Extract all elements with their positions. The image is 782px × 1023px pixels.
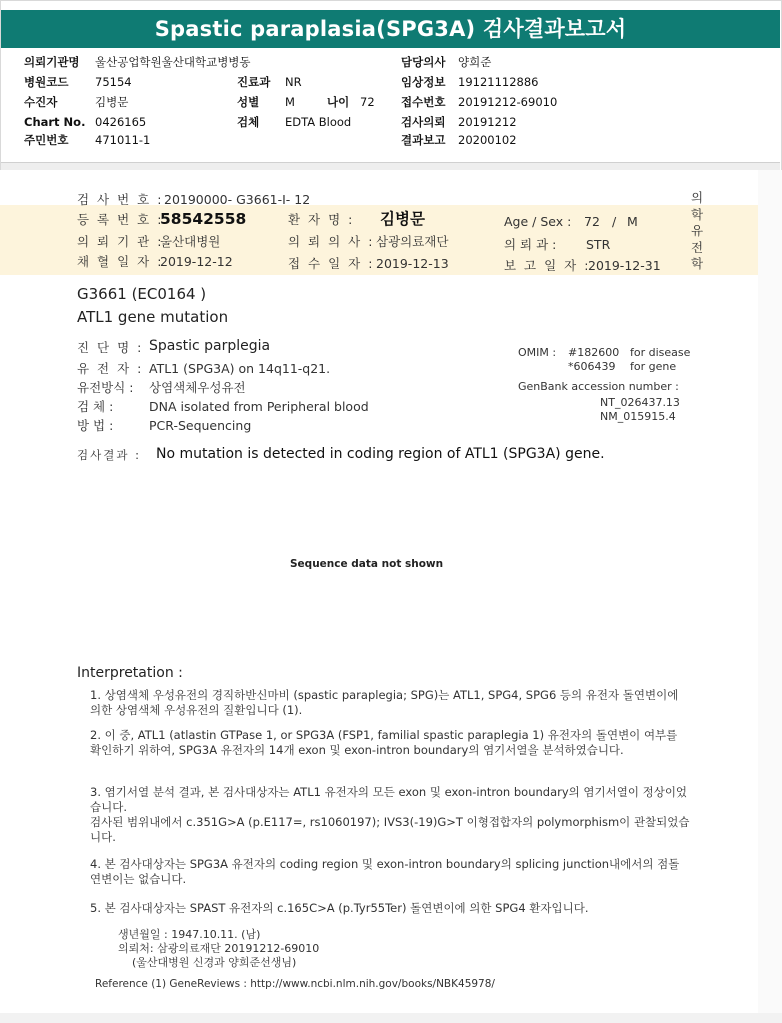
report-date-value-scan: 2019-12-31	[588, 258, 661, 273]
resident-value: 471011-1	[95, 133, 151, 147]
referral-value: STR	[586, 237, 611, 252]
patient-value: 김병문	[95, 95, 129, 109]
report-date-value: 20200102	[458, 133, 517, 147]
sequence-note: Sequence data not shown	[290, 558, 444, 570]
doctor-value: 양희준	[458, 55, 492, 69]
interpretation-item: 2. 이 중, ATL1 (atlastin GTPase 1, or SPG3A (FSP1, familial spastic paraplegia 1) 유전자의 돌연변이 여부를 확인하기 위하여, SPG3A 유전자의 14개 exon 및 exon-intron boundary의 염기서열을 분석하였습니다.	[90, 728, 678, 757]
method-label: 방 법 :	[77, 418, 114, 433]
omim-gene: for gene	[630, 360, 677, 373]
receive-label: 접 수 일 자 :	[288, 256, 375, 271]
vertical-char: 학	[690, 206, 704, 222]
exam-no-label: 검 사 번 호 :	[77, 192, 164, 207]
age-sex-sex: M	[627, 214, 638, 229]
omim-label: OMIM :	[518, 346, 557, 359]
interpretation-item: 3. 염기서열 분석 결과, 본 검사대상자는 ATL1 유전자의 모든 exon 및 exon-intron boundary의 염기서열이 정상이었습니다.	[90, 785, 688, 814]
dept-value: NR	[285, 75, 302, 89]
inst-label: 의 뢰 기 관 :	[77, 234, 164, 249]
receive-value: 2019-12-13	[376, 256, 449, 271]
inherit-label: 유전방식 :	[77, 380, 134, 395]
age-label: 나이	[327, 95, 350, 109]
hospital-code-value: 75154	[95, 75, 132, 89]
request-label: 검사의뢰	[401, 115, 446, 129]
referral-label: 의 뢰 과 :	[504, 237, 557, 252]
dept-label: 진료과	[237, 75, 271, 89]
request-value: 20191212	[458, 115, 517, 129]
interpretation-title: Interpretation :	[77, 665, 183, 681]
result-text: No mutation is detected in coding region of ATL1 (SPG3A) gene.	[156, 446, 605, 462]
sex-value: M	[285, 95, 295, 109]
report-date-label-scan: 보 고 일 자 :	[504, 258, 591, 273]
sex-label: 성별	[237, 95, 260, 109]
interpretation-item: 1. 상염색체 우성유전의 경직하반신마비 (spastic paraplegia; SPG)는 ATL1, SPG4, SPG6 등의 유전자 돌연변이에 의한 상염색체 우성유전의 질환입니다 (1).	[90, 688, 679, 717]
report-title: Spastic paraplasia(SPG3A) 검사결과보고서	[1, 10, 780, 48]
vertical-char: 의	[690, 190, 704, 205]
omim-gene-no: *606439	[568, 360, 616, 373]
collect-value: 2019-12-12	[160, 254, 233, 269]
method-value: PCR-Sequencing	[149, 418, 252, 433]
birth-date: 생년월일 : 1947.10.11. (남)	[118, 928, 261, 941]
reg-no-value: 58542558	[160, 210, 247, 228]
genbank-label: GenBank accession number :	[518, 380, 679, 393]
interpretation-item: 검사된 범위내에서 c.351G>A (p.E117=, rs1060197); IVS3(-19)G>T 이형접합자의 polymorphism이 관찰되었습니다.	[90, 815, 690, 844]
specimen-label: 검체	[237, 115, 260, 129]
patient-name-value: 김병문	[380, 210, 425, 228]
hospital-code-label: 병원코드	[24, 75, 69, 89]
clinical-value: 19121112886	[458, 75, 539, 89]
result-label: 검사결과 :	[77, 448, 141, 462]
receipt-label: 접수번호	[401, 95, 446, 109]
reference: Reference (1) GeneReviews : http://www.ncbi.nlm.nih.gov/books/NBK45978/	[95, 978, 495, 990]
genbank-accession-2: NM_015915.4	[600, 410, 676, 423]
referrer-dept: (울산대병원 신경과 양희준선생님)	[132, 956, 297, 969]
patient-name-label: 환 자 명 :	[288, 212, 355, 227]
reg-no-label: 등 록 번 호 :	[77, 212, 164, 227]
specimen-value: EDTA Blood	[285, 115, 352, 129]
referrer: 의뢰처: 삼광의료재단 20191212-69010	[118, 942, 320, 955]
institution-value: 울산공업학원울산대학교병병동	[95, 55, 251, 69]
chart-label: Chart No.	[24, 115, 86, 129]
vertical-dept-label	[690, 190, 704, 273]
vertical-char: 전	[690, 239, 704, 255]
clinical-label: 임상정보	[401, 75, 446, 89]
interpretation-item: 5. 본 검사대상자는 SPAST 유전자의 c.165C>A (p.Tyr55Ter) 돌연변이에 의한 SPG4 환자입니다.	[90, 901, 589, 915]
omim-disease-no: #182600	[568, 346, 620, 359]
institution-label: 의뢰기관명	[24, 55, 80, 69]
genbank-accession-1: NT_026437.13	[600, 396, 680, 409]
age-value: 72	[360, 95, 375, 109]
age-sex-separator: /	[612, 214, 617, 229]
collect-label: 채 혈 일 자 :	[77, 254, 164, 269]
inst-value: 울산대병원	[160, 234, 221, 249]
vertical-char: 학	[690, 256, 704, 271]
vertical-char: 유	[690, 223, 704, 238]
doctor-label: 담당의사	[401, 55, 446, 69]
test-name: ATL1 gene mutation	[77, 308, 229, 326]
patient-label: 수진자	[24, 95, 58, 109]
exam-no-value: 20190000- G3661-I- 12	[164, 192, 311, 207]
age-sex-label: Age / Sex :	[504, 214, 572, 229]
gene-label: 유 전 자 :	[77, 361, 144, 376]
page-edge	[758, 170, 782, 1015]
interpretation-item: 4. 본 검사대상자는 SPG3A 유전자의 coding region 및 exon-intron boundary의 splicing junction내에서의 점돌연변이는 없습니다.	[90, 857, 680, 886]
sample-value: DNA isolated from Peripheral blood	[149, 399, 369, 414]
test-code: G3661 (EC0164 )	[77, 285, 207, 303]
report-date-label: 결과보고	[401, 133, 446, 147]
requester-label: 의 뢰 의 사 :	[288, 234, 375, 249]
requester-value: 삼광의료재단	[376, 234, 449, 249]
diag-label: 진 단 명 :	[77, 340, 144, 355]
gene-value: ATL1 (SPG3A) on 14q11-q21.	[149, 361, 331, 376]
chart-value: 0426165	[95, 115, 147, 129]
resident-label: 주민번호	[24, 133, 69, 147]
age-sex-age: 72	[584, 214, 600, 229]
sample-label: 검 체 :	[77, 399, 114, 414]
diag-value: Spastic parplegia	[149, 338, 271, 354]
header-institution	[24, 55, 80, 70]
receipt-value: 20191212-69010	[458, 95, 558, 109]
page-bottom	[0, 1013, 782, 1023]
inherit-value: 상염색체우성유전	[149, 380, 246, 395]
omim-disease: for disease	[630, 346, 691, 359]
